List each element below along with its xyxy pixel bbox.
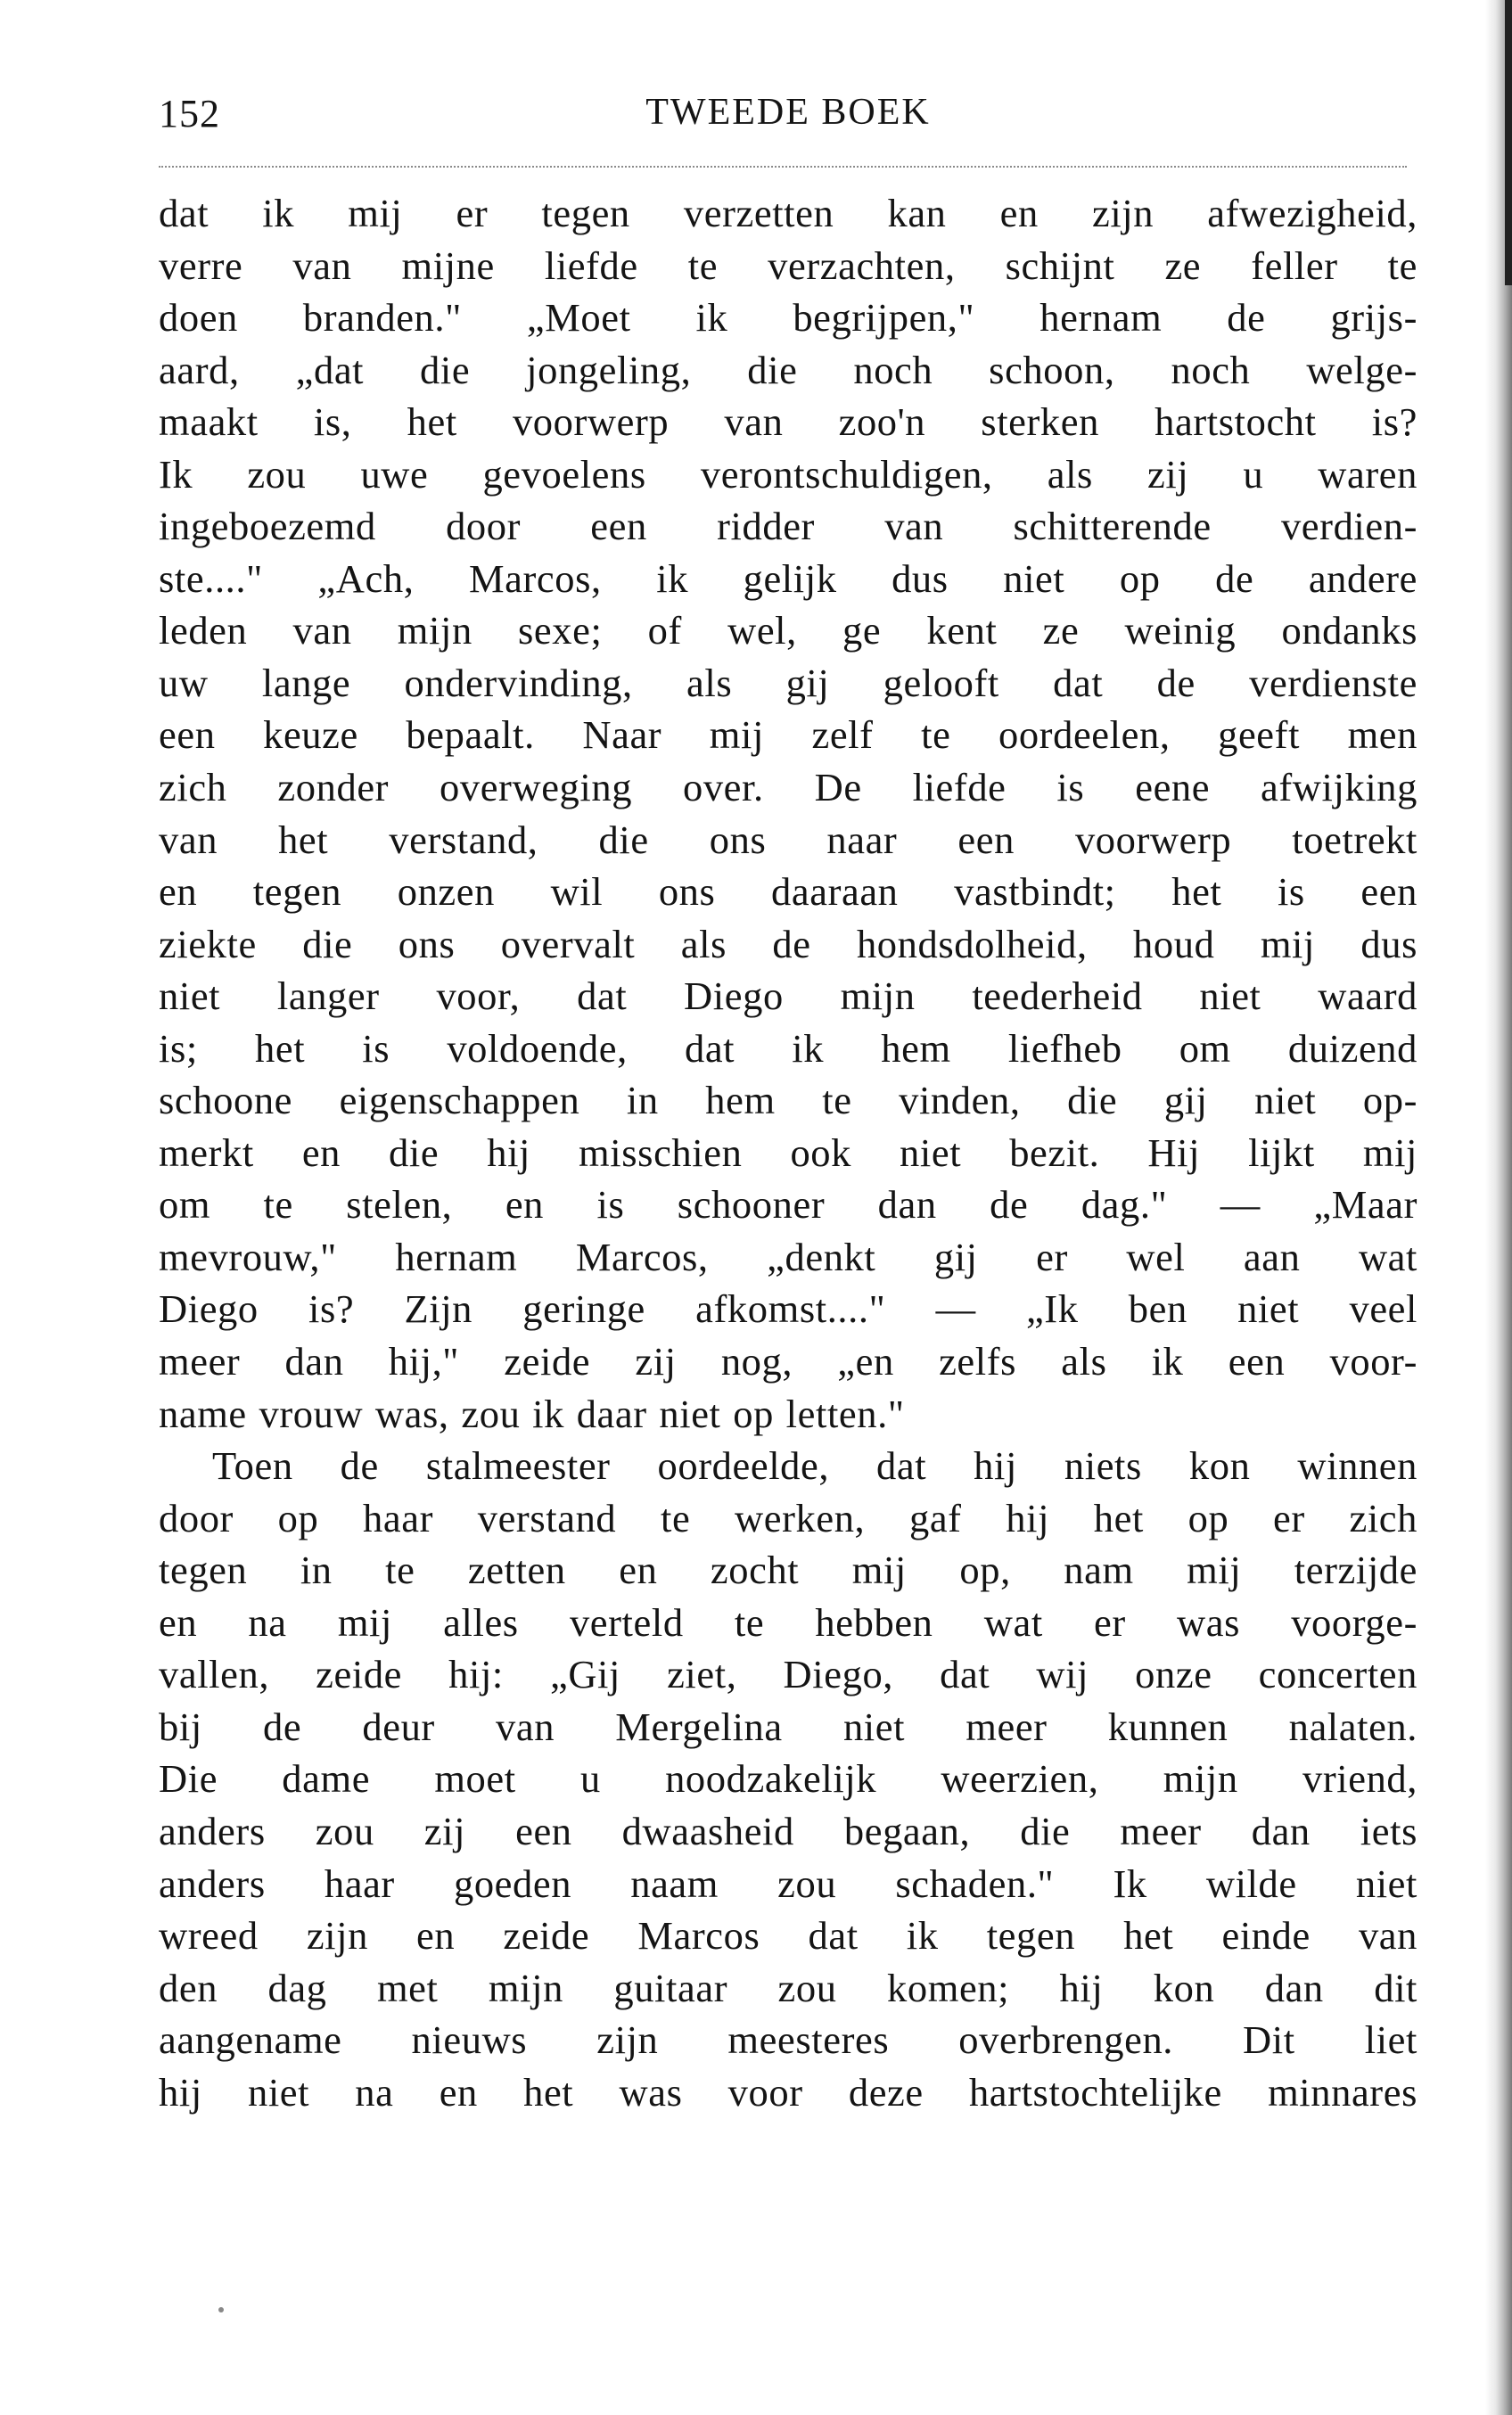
- text-line: ingeboezemd door een ridder van schitterende verdien-: [159, 504, 1418, 549]
- text-line: tegen in te zetten en zocht mij op, nam mij terzijde: [159, 1548, 1418, 1593]
- text-line: Die dame moet u noodzakelijk weerzien, mijn vriend,: [159, 1756, 1418, 1802]
- text-line: en tegen onzen wil ons daaraan vastbindt; het is een: [159, 869, 1418, 915]
- text-line: Ik zou uwe gevoelens verontschuldigen, als zij u waren: [159, 451, 1418, 497]
- text-line: door op haar verstand te werken, gaf hij het op er zich: [159, 1495, 1418, 1540]
- text-line: ste...." „Ach, Marcos, ik gelijk dus niet op de andere: [159, 555, 1418, 601]
- text-line: doen branden." „Moet ik begrijpen," hernam de grijs-: [159, 295, 1418, 341]
- body-text: [159, 187, 1418, 2118]
- text-line: is; het is voldoende, dat ik hem liefheb om duizend: [159, 1025, 1418, 1071]
- running-head: TWEEDE BOEK: [645, 92, 931, 133]
- text-line: aard, „dat die jongeling, die noch schoon, noch welge-: [159, 347, 1418, 392]
- text-line: merkt en die hij misschien ook niet bezit. Hij lijkt mij: [159, 1129, 1418, 1175]
- text-line: om te stelen, en is schooner dan de dag." — „Maar: [159, 1182, 1418, 1228]
- page-number: 152: [159, 92, 220, 136]
- text-line: wreed zijn en zeide Marcos dat ik tegen het einde van: [159, 1913, 1418, 1959]
- page-header: [159, 91, 1418, 141]
- header-rule: [159, 166, 1407, 168]
- text-line: anders zou zij een dwaasheid begaan, die meer dan iets: [159, 1808, 1418, 1853]
- scan-page-edge: [1485, 0, 1512, 2415]
- text-line: vallen, zeide hij: „Gij ziet, Diego, dat wij onze concerten: [159, 1652, 1418, 1697]
- text-line: den dag met mijn guitaar zou komen; hij kon dan dit: [159, 1965, 1418, 2010]
- text-line: van het verstand, die ons naar een voorwerp toetrekt: [159, 817, 1418, 862]
- paragraph-end-line: name vrouw was, zou ik daar niet op letten.": [159, 1391, 905, 1436]
- text-line: dat ik mij er tegen verzetten kan en zijn afwezigheid,: [159, 191, 1418, 235]
- text-line: hij niet na en het was voor deze hartstochtelijke minnares: [159, 2069, 1418, 2115]
- text-line: mevrouw," hernam Marcos, „denkt gij er wel aan wat: [159, 1234, 1418, 1279]
- text-line: maakt is, het voorwerp van zoo'n sterken hartstocht is?: [159, 399, 1418, 445]
- text-line: ziekte die ons overvalt als de hondsdolheid, houd mij dus: [159, 921, 1418, 966]
- text-line: niet langer voor, dat Diego mijn teederheid niet waard: [159, 973, 1418, 1019]
- text-line: aangename nieuws zijn meesteres overbrengen. Dit liet: [159, 2017, 1418, 2063]
- text-line: uw lange ondervinding, als gij gelooft dat de verdienste: [159, 660, 1418, 705]
- text-line: zich zonder overweging over. De liefde is eene afwijking: [159, 765, 1418, 810]
- text-line: anders haar goeden naam zou schaden." Ik wilde niet: [159, 1861, 1418, 1906]
- text-line: verre van mijne liefde te verzachten, schijnt ze feller te: [159, 242, 1418, 288]
- text-line: en na mij alles verteld te hebben wat er was voorge-: [159, 1599, 1418, 1645]
- text-line: schoone eigenschappen in hem te vinden, die gij niet op-: [159, 1078, 1418, 1123]
- text-line: meer dan hij," zeide zij nog, „en zelfs als ik een voor-: [159, 1339, 1418, 1384]
- scan-edge-mark: [1505, 0, 1512, 285]
- text-line: bij de deur van Mergelina niet meer kunnen nalaten.: [159, 1704, 1418, 1749]
- text-line: Diego is? Zijn geringe afkomst...." — „Ik ben niet veel: [159, 1286, 1418, 1332]
- scan-speck: [218, 2307, 224, 2312]
- text-line: een keuze bepaalt. Naar mij zelf te oordeelen, geeft men: [159, 712, 1418, 758]
- text-line: leden van mijn sexe; of wel, ge kent ze weinig ondanks: [159, 608, 1418, 653]
- paragraph-start-line: Toen de stalmeester oordeelde, dat hij niets kon winnen: [212, 1443, 1418, 1489]
